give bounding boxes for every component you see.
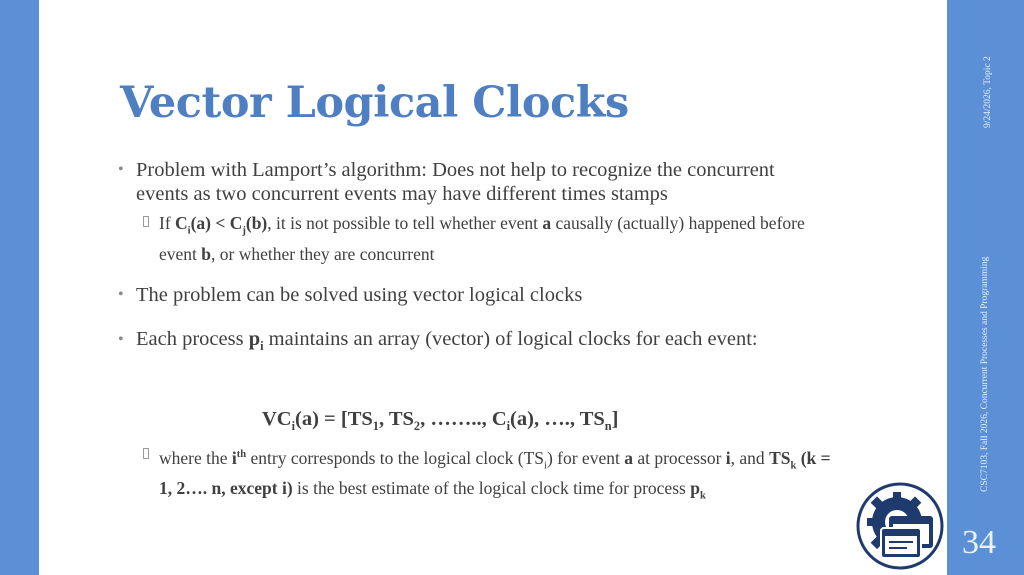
- slide-number: 34: [962, 524, 996, 561]
- logo: [853, 480, 947, 572]
- bullet-dot-icon: •: [118, 285, 124, 303]
- bullet-1-text: Problem with Lamport’s algorithm: Does not help to recognize the concurrent events as two concurrent events may have different times stamps: [136, 159, 775, 205]
- bullet-2: [118, 283, 818, 307]
- square-bullet-icon: [143, 448, 149, 459]
- slide-content: [118, 158, 818, 360]
- bullet-dot-icon: •: [118, 161, 124, 178]
- slide-footer: CSC7103, Fall 2026, Concurrent Processes and Programming: [980, 256, 990, 492]
- square-bullet-icon: [143, 216, 149, 227]
- gear-window-logo-icon: [853, 480, 947, 572]
- bullet-1: [118, 158, 818, 206]
- left-accent-bar: [0, 0, 39, 575]
- bullet-3: • Each process $p_i$ maintains an array (vector) of logical clocks for each event:: [118, 327, 758, 353]
- slide-date: 9/24/2026, Topic 2: [983, 56, 993, 128]
- sub-bullet-2: where the $i^{th}$ entry corresponds to the logical clock $(TS_i)$ for event a at processor i, and $TS_k$ (k = 1, 2…. n, except i) is the best estimate of the logical clock time for process $p_k$: [118, 444, 839, 508]
- slide-title: Vector Logical Clocks: [120, 78, 629, 128]
- sub-bullet-1: If $C_i(a) < C_j(b)$, it is not possible to tell whether event a causally (actually) happened before event b, or whether they are concurrent: [118, 212, 818, 265]
- bullet-2-text: The problem can be solved using vector logical clocks: [136, 283, 583, 306]
- bullet-dot-icon: •: [118, 330, 124, 348]
- vector-clock-formula: $VC_i(a) = [TS_1$, $TS_2$, …….., $C_i(a)$, …., $TS_n$]: [262, 408, 619, 434]
